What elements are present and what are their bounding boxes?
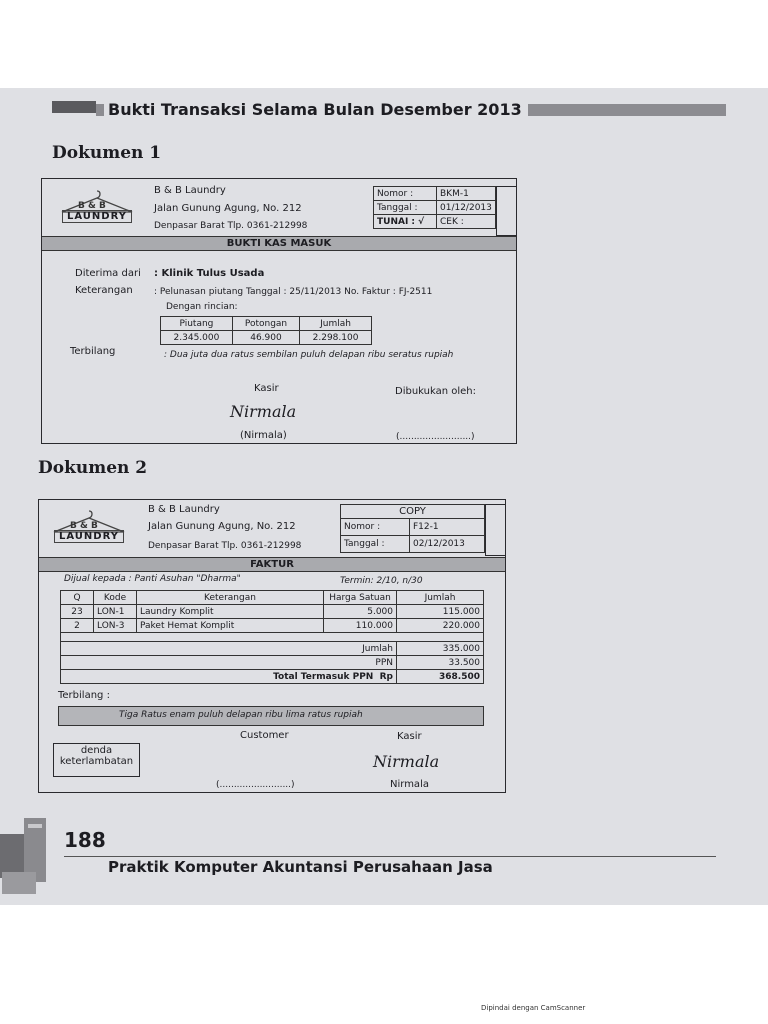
doc1-words-label: Terbilang	[70, 346, 116, 357]
items-header-row	[61, 591, 484, 605]
meta-value: CEK :	[437, 215, 496, 229]
detail-value: 46.900	[232, 331, 299, 345]
doc1-received-value: : Klinik Tulus Usada	[154, 268, 265, 279]
doc2-customer-blank: (.........................)	[216, 780, 295, 790]
doc2-logo	[48, 508, 130, 548]
doc1-logo	[56, 188, 138, 228]
cell-kode: LON-3	[94, 619, 137, 633]
col-header: Q	[61, 591, 94, 605]
total-value: 368.500	[397, 670, 484, 684]
doc2-cashier-label: Kasir	[397, 731, 422, 742]
meta-row	[374, 187, 496, 201]
doc1-booked-blank: (.........................)	[396, 432, 475, 442]
cell-ket: Paket Hemat Komplit	[137, 619, 324, 633]
doc1-cashier-label: Kasir	[254, 383, 279, 394]
doc2-company-city: Denpasar Barat Tlp. 0361-212998	[148, 541, 302, 551]
doc2-terms: Termin: 2/10, n/30	[340, 576, 423, 586]
total-row	[61, 670, 484, 684]
doc1-heading: Dokumen 1	[52, 143, 162, 163]
meta-row	[341, 519, 485, 536]
doc1-words-value: : Dua juta dua ratus sembilan puluh delapan ribu seratus rupiah	[164, 350, 454, 360]
doc2-company-name: B & B Laundry	[148, 504, 220, 515]
col-header: Keterangan	[137, 591, 324, 605]
table-row	[61, 619, 484, 633]
detail-value-row	[161, 331, 372, 345]
doc2-meta-side	[485, 504, 506, 556]
cell-ket: Laundry Komplit	[137, 605, 324, 619]
detail-value: 2.298.100	[300, 331, 372, 345]
scan-top-margin	[0, 0, 768, 88]
doc1-detail-label: Dengan rincian:	[166, 302, 238, 312]
footer-title: Praktik Komputer Akuntansi Perusahaan Jasa	[108, 858, 493, 876]
doc2-penalty-box	[53, 743, 140, 777]
blank-cell	[61, 633, 484, 642]
doc2-words-box	[58, 706, 484, 726]
meta-value: 01/12/2013	[437, 201, 496, 215]
cell-harga: 110.000	[324, 619, 397, 633]
penalty-line1: denda	[80, 745, 113, 756]
cell-kode: LON-1	[94, 605, 137, 619]
jumlah-value: 335.000	[397, 642, 484, 656]
doc1-received-label: Diterima dari	[75, 268, 141, 279]
blank-row	[61, 633, 484, 642]
doc1-detail-table	[160, 316, 372, 345]
copy-label: COPY	[341, 505, 485, 519]
meta-label: Nomor :	[341, 519, 410, 536]
doc2-heading: Dokumen 2	[38, 458, 148, 478]
penalty-line2: keterlambatan	[59, 756, 134, 767]
doc1-note-label: Keterangan	[75, 285, 133, 296]
logo-top-text: B & B	[78, 201, 106, 211]
detail-header-row	[161, 317, 372, 331]
doc1-company-city: Denpasar Barat Tlp. 0361-212998	[154, 221, 308, 231]
meta-label: Tanggal :	[374, 201, 437, 215]
logo-top-text: B & B	[70, 521, 98, 531]
page-title: Bukti Transaksi Selama Bulan Desember 2013	[104, 100, 528, 119]
doc1-company-name: B & B Laundry	[154, 185, 226, 196]
doc2-signature: Nirmala	[373, 752, 440, 771]
total-currency: Rp	[379, 671, 393, 682]
ppn-row	[61, 656, 484, 670]
doc1-meta-side	[496, 186, 517, 236]
col-header: Jumlah	[397, 591, 484, 605]
meta-value: 02/12/2013	[410, 536, 485, 553]
header-bar-dark	[52, 101, 96, 113]
footer-rule	[64, 856, 716, 857]
detail-header: Jumlah	[300, 317, 372, 331]
doc1-booked-label: Dibukukan oleh:	[395, 386, 477, 397]
computer-icon	[0, 812, 55, 904]
meta-row	[374, 201, 496, 215]
copy-row	[341, 505, 485, 519]
doc1-company-address: Jalan Gunung Agung, No. 212	[154, 203, 302, 214]
doc2-meta-table	[340, 504, 485, 553]
doc1-note-value: : Pelunasan piutang Tanggal : 25/11/2013 No. Faktur : FJ-2511	[154, 287, 433, 297]
doc2-band: FAKTUR	[39, 557, 505, 572]
meta-row	[374, 215, 496, 229]
logo-bottom-text: LAUNDRY	[62, 210, 132, 223]
ppn-value: 33.500	[397, 656, 484, 670]
doc2-items-table	[60, 590, 484, 684]
doc2-company-address: Jalan Gunung Agung, No. 212	[148, 521, 296, 532]
total-label-text: Total Termasuk PPN	[273, 671, 374, 682]
detail-header: Potongan	[232, 317, 299, 331]
detail-header: Piutang	[161, 317, 233, 331]
meta-label: TUNAI : √	[374, 215, 437, 229]
jumlah-label: Jumlah	[61, 642, 397, 656]
meta-label: Tanggal :	[341, 536, 410, 553]
cell-harga: 5.000	[324, 605, 397, 619]
doc1-cashier-name: (Nirmala)	[240, 430, 287, 441]
cell-q: 2	[61, 619, 94, 633]
doc2-sold-to: Dijual kepada : Panti Asuhan "Dharma"	[64, 574, 241, 584]
doc2-words-value: Tiga Ratus enam puluh delapan ribu lima ratus rupiah	[119, 710, 363, 720]
doc2-customer-label: Customer	[240, 730, 289, 741]
cell-q: 23	[61, 605, 94, 619]
doc1-band: BUKTI KAS MASUK	[42, 236, 516, 251]
col-header: Harga Satuan	[324, 591, 397, 605]
doc2-cashier-name: Nirmala	[390, 779, 429, 790]
col-header: Kode	[94, 591, 137, 605]
cell-jumlah: 115.000	[397, 605, 484, 619]
scanner-watermark: Dipindai dengan CamScanner	[481, 1004, 586, 1012]
page-number: 188	[64, 828, 106, 852]
logo-bottom-text: LAUNDRY	[54, 530, 124, 543]
meta-value: F12-1	[410, 519, 485, 536]
doc2-words-label: Terbilang :	[58, 690, 110, 701]
doc1-signature: Nirmala	[230, 402, 297, 421]
table-row	[61, 605, 484, 619]
cell-jumlah: 220.000	[397, 619, 484, 633]
doc1-meta-table	[373, 186, 496, 229]
total-label	[61, 670, 397, 684]
detail-value: 2.345.000	[161, 331, 233, 345]
meta-row	[341, 536, 485, 553]
meta-label: Nomor :	[374, 187, 437, 201]
jumlah-row	[61, 642, 484, 656]
ppn-label: PPN	[61, 656, 397, 670]
computer-tower-icon	[0, 812, 55, 904]
meta-value: BKM-1	[437, 187, 496, 201]
